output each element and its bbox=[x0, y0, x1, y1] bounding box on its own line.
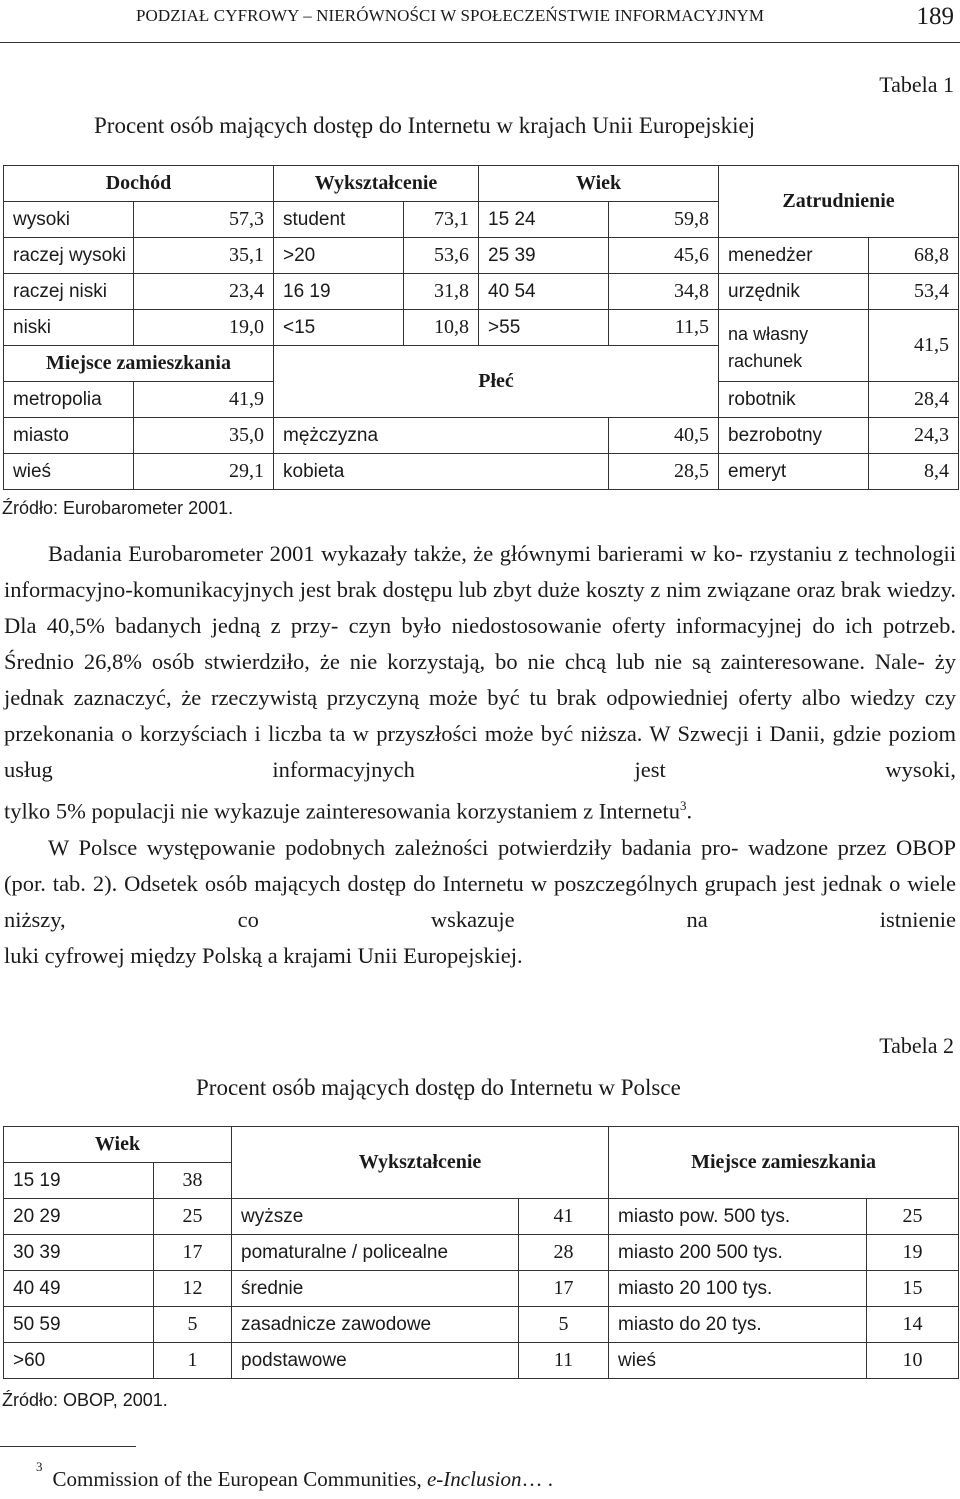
cell: 35,0 bbox=[134, 418, 274, 454]
table-row bbox=[4, 274, 959, 310]
cell: miasto 20 100 tys. bbox=[609, 1271, 867, 1307]
cell: 45,6 bbox=[609, 238, 719, 274]
cell: wysoki bbox=[4, 202, 134, 238]
cell: 19 bbox=[867, 1235, 959, 1271]
cell: 23,4 bbox=[134, 274, 274, 310]
header-education: Wykształcenie bbox=[274, 166, 479, 202]
header-residence: Miejsce zamieszkania bbox=[4, 346, 274, 382]
header-age: Wiek bbox=[479, 166, 719, 202]
cell: >20 bbox=[274, 238, 404, 274]
cell: 53,4 bbox=[869, 274, 959, 310]
text-line: duże koszty z nim związane oraz brak wiedzy. Dla 40,5% badanych jedną z przy- bbox=[4, 577, 956, 638]
cell: 41,5 bbox=[869, 310, 959, 382]
cell: miasto do 20 tys. bbox=[609, 1307, 867, 1343]
cell: 25 39 bbox=[479, 238, 609, 274]
table2 bbox=[3, 1126, 959, 1379]
text-line: oferty albo wiedzy czy przekonania o korzyściach i liczba ta w przyszłości może bbox=[4, 685, 956, 746]
header-gender: Płeć bbox=[274, 346, 719, 418]
cell: 68,8 bbox=[869, 238, 959, 274]
cell: pomaturalne / policealne bbox=[232, 1235, 519, 1271]
cell: kobieta bbox=[274, 454, 609, 490]
table-row bbox=[4, 310, 959, 346]
cell: miasto pow. 500 tys. bbox=[609, 1199, 867, 1235]
cell: wieś bbox=[4, 454, 134, 490]
text-line: W Polsce występowanie podobnych zależności potwierdziły badania pro- bbox=[48, 834, 739, 860]
cell: miasto 200 500 tys. bbox=[609, 1235, 867, 1271]
cell: 28 bbox=[519, 1235, 609, 1271]
cell: 40,5 bbox=[609, 418, 719, 454]
cell: mężczyzna bbox=[274, 418, 609, 454]
cell: 15 24 bbox=[479, 202, 609, 238]
header-income: Dochód bbox=[4, 166, 274, 202]
cell: 50 59 bbox=[4, 1307, 154, 1343]
header-education: Wykształcenie bbox=[232, 1127, 609, 1199]
cell: 28,4 bbox=[869, 382, 959, 418]
table-row bbox=[4, 1307, 959, 1343]
cell: 12 bbox=[154, 1271, 232, 1307]
cell: 40 49 bbox=[4, 1271, 154, 1307]
cell: 73,1 bbox=[404, 202, 479, 238]
table-row bbox=[4, 1127, 959, 1163]
table2-title: Procent osób mających dostęp do Internetu w Polsce bbox=[196, 1075, 681, 1100]
cell: >55 bbox=[479, 310, 609, 346]
cell: 35,1 bbox=[134, 238, 274, 274]
cell: 41 bbox=[519, 1199, 609, 1235]
table2-label: Tabela 2 bbox=[879, 1033, 954, 1058]
cell: niski bbox=[4, 310, 134, 346]
text-line: osób stwierdziło, że nie korzystają, bo nie chcą lub nie są zainteresowane. Nale- bbox=[151, 649, 925, 674]
cell: 25 bbox=[867, 1199, 959, 1235]
cell: 5 bbox=[154, 1307, 232, 1343]
footnote-ref: 3 bbox=[680, 798, 687, 813]
cell: menedżer bbox=[719, 238, 869, 274]
cell: 11 bbox=[519, 1343, 609, 1379]
header-residence: Miejsce zamieszkania bbox=[609, 1127, 959, 1199]
cell: wyższe bbox=[232, 1199, 519, 1235]
cell: 57,3 bbox=[134, 202, 274, 238]
running-header bbox=[0, 0, 960, 43]
cell: raczej niski bbox=[4, 274, 134, 310]
footnote-tail: … . bbox=[521, 1467, 553, 1491]
cell: 5 bbox=[519, 1307, 609, 1343]
cell: 38 bbox=[154, 1163, 232, 1199]
body-text bbox=[4, 536, 956, 974]
cell: zasadnicze zawodowe bbox=[232, 1307, 519, 1343]
cell: bezrobotny bbox=[719, 418, 869, 454]
cell: 14 bbox=[867, 1307, 959, 1343]
cell: 10,8 bbox=[404, 310, 479, 346]
footnote-text: Commission of the European Communities, bbox=[52, 1467, 427, 1491]
cell: 17 bbox=[519, 1271, 609, 1307]
cell: 17 bbox=[154, 1235, 232, 1271]
cell-line: na własny bbox=[728, 323, 809, 344]
text-line: w poszczególnych grupach jest jednak o wiele niższy, co wskazuje na istnienie bbox=[4, 870, 956, 932]
page-number: 189 bbox=[916, 3, 954, 30]
table-row bbox=[4, 166, 959, 202]
paragraph bbox=[4, 830, 956, 938]
table-row bbox=[4, 454, 959, 490]
text-line: luki cyfrowej między Polską a krajami Unii Europejskiej. bbox=[4, 942, 523, 968]
cell: 40 54 bbox=[479, 274, 609, 310]
cell: 53,6 bbox=[404, 238, 479, 274]
cell: 10 bbox=[867, 1343, 959, 1379]
cell: 59,8 bbox=[609, 202, 719, 238]
text-line: ży jednak zaznaczyć, że rzeczywistą przyczyną może być tu brak odpowiedniej bbox=[4, 649, 956, 710]
cell: emeryt bbox=[719, 454, 869, 490]
text-line: rzystaniu z technologii informacyjno-komunikacyjnych jest brak dostępu lub zbyt bbox=[4, 541, 956, 602]
cell: >60 bbox=[4, 1343, 154, 1379]
cell: 29,1 bbox=[134, 454, 274, 490]
cell: podstawowe bbox=[232, 1343, 519, 1379]
table-row bbox=[4, 1199, 959, 1235]
table-row bbox=[4, 238, 959, 274]
table-row bbox=[4, 1343, 959, 1379]
text-line: czyn było niedostosowanie oferty informacyjnej do ich potrzeb. Średnio 26,8% bbox=[4, 613, 957, 674]
table1-label: Tabela 1 bbox=[879, 72, 954, 97]
text-line: tylko 5% populacji nie wykazuje zainteresowania korzystaniem z Internetu bbox=[4, 798, 680, 824]
cell-line: rachunek bbox=[728, 350, 803, 371]
table2-source: Źródło: OBOP, 2001. bbox=[2, 1390, 168, 1410]
cell: student bbox=[274, 202, 404, 238]
cell: 16 19 bbox=[274, 274, 404, 310]
cell: 25 bbox=[154, 1199, 232, 1235]
cell-self-employed bbox=[719, 310, 869, 382]
cell: 31,8 bbox=[404, 274, 479, 310]
footnote-italic: e-Inclusion bbox=[426, 1467, 522, 1491]
cell: wieś bbox=[609, 1343, 867, 1379]
cell: 28,5 bbox=[609, 454, 719, 490]
paragraph-end: tylko 5% populacji nie wykazuje zainteresowania korzystaniem z Internetu$^3$. bbox=[4, 798, 693, 824]
cell: miasto bbox=[4, 418, 134, 454]
cell: raczej wysoki bbox=[4, 238, 134, 274]
table1-source: Źródło: Eurobarometer 2001. bbox=[2, 498, 234, 518]
cell: 30 39 bbox=[4, 1235, 154, 1271]
cell: 34,8 bbox=[609, 274, 719, 310]
cell: 24,3 bbox=[869, 418, 959, 454]
paragraph-end bbox=[4, 938, 956, 974]
footnote-number: 3 bbox=[36, 1459, 43, 1474]
cell: 11,5 bbox=[609, 310, 719, 346]
table1 bbox=[3, 165, 959, 490]
cell: robotnik bbox=[719, 382, 869, 418]
cell: 1 bbox=[154, 1343, 232, 1379]
footnote bbox=[36, 1459, 553, 1492]
table-row bbox=[4, 1271, 959, 1307]
footnote-divider bbox=[0, 1446, 136, 1447]
cell: 41,9 bbox=[134, 382, 274, 418]
running-header-title: PODZIAŁ CYFROWY – NIERÓWNOŚCI W SPOŁECZEŃSTWIE INFORMACYJNYM bbox=[136, 6, 765, 25]
text-line: być niższa. W Szwecji i Danii, gdzie poziom usług informacyjnych jest wysoki, bbox=[4, 721, 956, 782]
cell: 8,4 bbox=[869, 454, 959, 490]
cell: <15 bbox=[274, 310, 404, 346]
cell: urzędnik bbox=[719, 274, 869, 310]
header-employment: Zatrudnienie bbox=[719, 166, 959, 238]
cell: średnie bbox=[232, 1271, 519, 1307]
paragraph bbox=[4, 536, 956, 788]
text-line: wadzone przez OBOP (por. tab. 2). Odsetek osób mających dostęp do Internetu bbox=[4, 834, 957, 896]
cell: 15 19 bbox=[4, 1163, 154, 1199]
text-line: Badania Eurobarometer 2001 wykazały także, że głównymi barierami w ko- bbox=[48, 541, 743, 566]
table1-title: Procent osób mających dostęp do Internetu w krajach Unii Europejskiej bbox=[94, 113, 756, 138]
table-row bbox=[4, 418, 959, 454]
cell: 19,0 bbox=[134, 310, 274, 346]
table-row bbox=[4, 1235, 959, 1271]
cell: metropolia bbox=[4, 382, 134, 418]
header-age: Wiek bbox=[4, 1127, 232, 1163]
cell: 15 bbox=[867, 1271, 959, 1307]
cell: 20 29 bbox=[4, 1199, 154, 1235]
